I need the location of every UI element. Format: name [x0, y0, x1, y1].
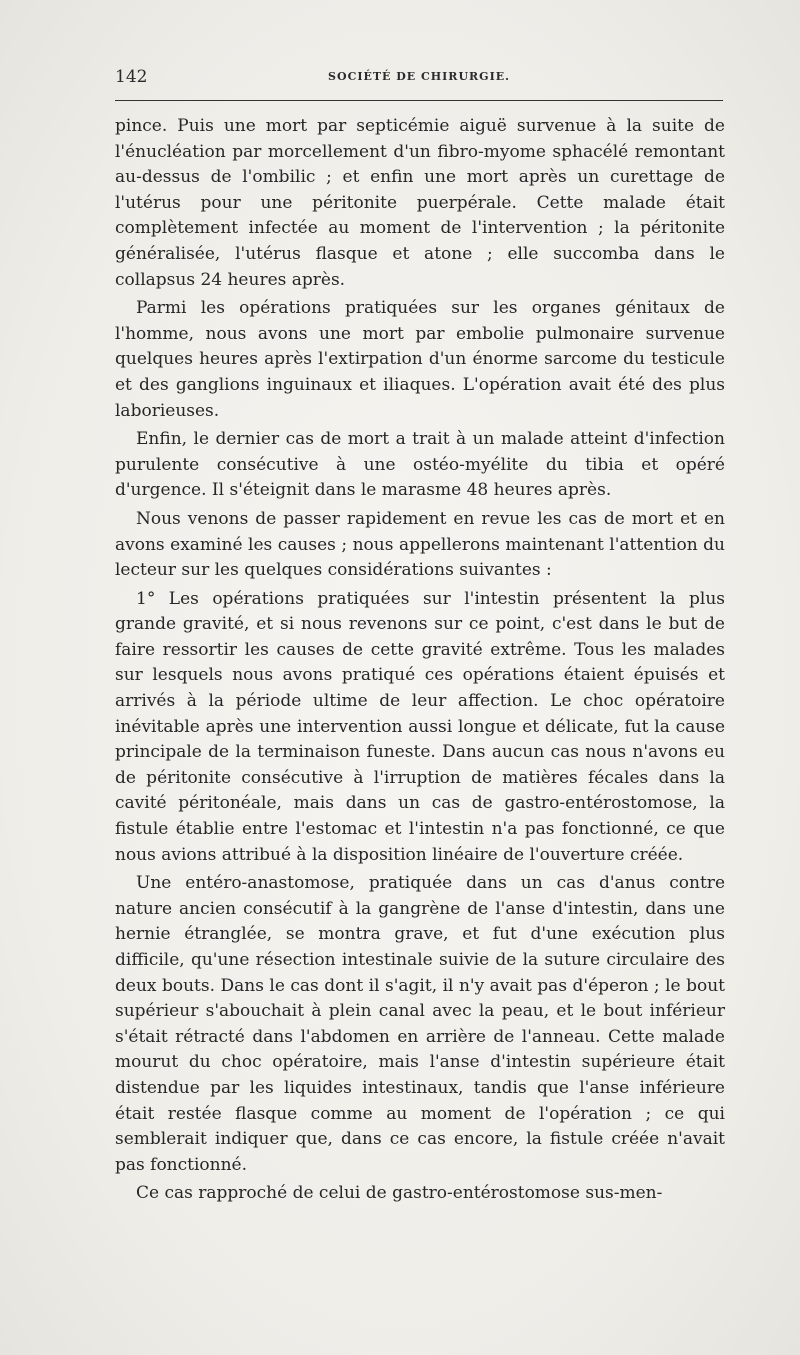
- body-text: [115, 114, 725, 1210]
- paragraph: Enfin, le dernier cas de mort a trait à un malade atteint d'infection purulente consécutive à une ostéo-myélite du tibia et opéré d'urgence. Il s'éteignit dans le marasme 48 heures après.: [115, 429, 725, 501]
- paragraph: Une entéro-anastomose, pratiquée dans un cas d'anus contre nature ancien consécutif à la gangrène de l'anse d'intestin, dans une hernie étranglée, se montra grave, et fut d'une exécution plus difficile, qu'une résection intestinale suivie de la suture circulaire des deux bouts. Dans le cas dont il s'agit, il n'y avait pas d'éperon ; le bout supérieur s'abouchait à plein canal avec la peau, et le bout inférieur s'était rétracté dans l'abdomen en arrière de l'anneau. Cette malade mourut du choc opératoire, mais l'anse d'intestin supérieure était distendue par les liquides intestinaux, tandis que l'anse inférieure était restée flasque comme au moment de l'opération ; ce qui semblerait indiquer que, dans ce cas encore, la fistule créée n'avait pas fonctionné.: [115, 873, 725, 1175]
- paragraph: pince. Puis une mort par septicémie aiguë survenue à la suite de l'énucléation par morcellement d'un fibro-myome sphacélé remontant au-dessus de l'ombilic ; et enfin une mort après un curettage de l'utérus pour une péritonite puerpérale. Cette malade était complètement infectée au moment de l'intervention ; la péritonite généralisée, l'utérus flasque et atone ; elle succomba dans le collapsus 24 heures après.: [115, 116, 725, 290]
- paragraph: Nous venons de passer rapidement en revue les cas de mort et en avons examiné les causes ; nous appellerons maintenant l'attention du lecteur sur les quelques considérations suivantes :: [115, 508, 725, 581]
- page-header: [115, 66, 723, 96]
- header-rule: [115, 100, 723, 101]
- paragraph: Parmi les opérations pratiquées sur les organes génitaux de l'homme, nous avons une mort par embolie pulmonaire survenue quelques heures après l'extirpation d'un énorme sarcome du testicule et des ganglions inguinaux et iliaques. L'opération avait été des plus laborieuses.: [115, 298, 725, 421]
- paragraph: 1° Les opérations pratiquées sur l'intestin présentent la plus grande gravité, et si nous revenons sur ce point, c'est dans le but de faire ressortir les causes de cette gravité extrême. Tous les malades sur lesquels nous avons pratiqué ces opérations étaient épuisés et arrivés à la période ultime de leur affection. Le choc opératoire inévitable après une intervention aussi longue et délicate, fut la cause principale de la terminaison funeste. Dans aucun cas nous n'avons eu de péritonite consécutive à l'irruption de matières fécales dans la cavité péritonéale, mais dans un cas de gastro-entérostomose, la fistule établie entre l'estomac et l'intestin n'a pas fonctionné, ce que nous avions attribué à la disposition linéaire de l'ouverture créée.: [115, 588, 725, 865]
- page-number: 142: [115, 67, 148, 87]
- running-title: SOCIÉTÉ DE CHIRURGIE.: [328, 70, 510, 83]
- paragraph: Ce cas rapproché de celui de gastro-entérostomose sus-men-: [136, 1183, 663, 1204]
